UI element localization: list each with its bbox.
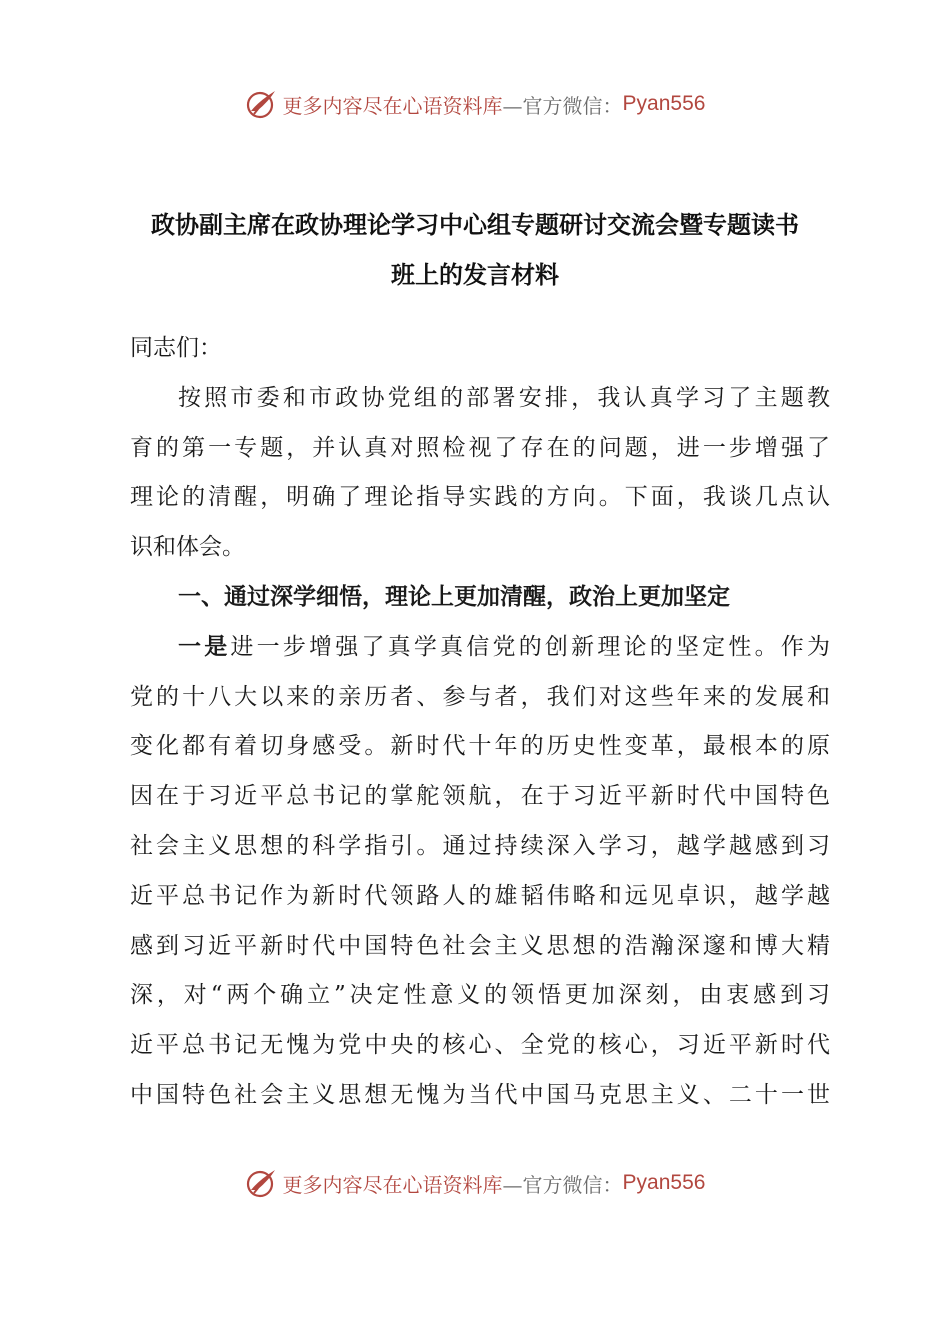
- p2-line-4: 因在于习近平总书记的掌舵领航，在于习近平新时代中国特色: [130, 783, 830, 810]
- p2-line-5: 社会主义思想的科学指引。通过持续深入学习，越学越感到习: [130, 832, 830, 859]
- p2-line-10: 中国特色社会主义思想无愧为当代中国马克思主义、二十一世: [130, 1081, 830, 1108]
- pen-logo-icon: [245, 1166, 279, 1200]
- p2-line-6: 近平总书记作为新时代领路人的雄韬伟略和远见卓识，越学越: [130, 882, 830, 909]
- title-line-1: 政协副主席在政协理论学习中心组专题研讨交流会暨专题读书: [151, 211, 799, 239]
- p1-line-3: 理论的清醒，明确了理论指导实践的方向。下面，我谈几点认: [130, 484, 830, 511]
- p1-line-1: 按照市委和市政协党组的部署安排，我认真学习了主题教: [178, 384, 830, 411]
- p1-line-2: 育的第一专题，并认真对照检视了存在的问题，进一步增强了: [130, 434, 830, 461]
- bottom-watermark-banner: [0, 1163, 950, 1203]
- document-body: [130, 324, 830, 1121]
- p2-line-8: 深，对“两个确立”决定性意义的领悟更加深刻，由衷感到习: [130, 982, 830, 1009]
- section-heading-1: 一、通过深学细悟，理论上更加清醒，政治上更加坚定: [178, 583, 730, 610]
- pen-logo-icon: [245, 87, 279, 121]
- top-watermark-banner: [0, 84, 950, 124]
- p2-line-3: 变化都有着切身感受。新时代十年的历史性变革，最根本的原: [130, 733, 830, 760]
- banner-wechat-id: Pyan556: [622, 1171, 706, 1194]
- banner-sub-text: —官方微信：: [502, 1172, 623, 1197]
- p2-line-2: 党的十八大以来的亲历者、参与者，我们对这些年来的发展和: [130, 683, 830, 710]
- greeting: 同志们：: [130, 335, 222, 361]
- p1-line-4: 识和体会。: [130, 534, 245, 561]
- p2-line-1-rest: 进一步增强了真学真信党的创新理论的坚定性。作为: [230, 633, 831, 660]
- p2-lead: 一是: [178, 633, 231, 660]
- p2-line-7: 感到习近平新时代中国特色社会主义思想的浩瀚深邃和博大精: [130, 932, 830, 959]
- title-line-2: 班上的发言材料: [391, 261, 559, 289]
- p2-line-9: 近平总书记无愧为党中央的核心、全党的核心，习近平新时代: [130, 1032, 830, 1059]
- banner-main-text: 更多内容尽在心语资料库: [282, 1172, 503, 1197]
- banner-sub-text: —官方微信：: [502, 93, 623, 118]
- document-title: [118, 200, 832, 300]
- p2-line-1: [130, 623, 830, 673]
- banner-wechat-id: Pyan556: [622, 92, 706, 115]
- banner-main-text: 更多内容尽在心语资料库: [282, 93, 503, 118]
